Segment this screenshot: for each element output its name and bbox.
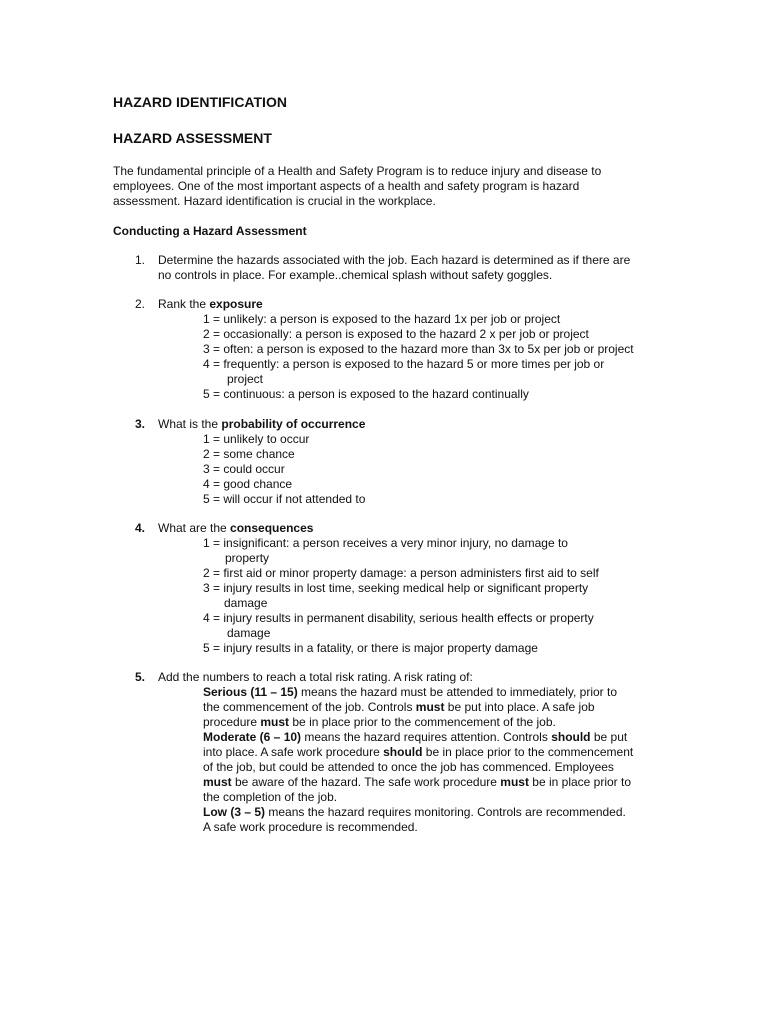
consequence-options bbox=[203, 536, 663, 656]
serious-text: be put into place. A safe job bbox=[444, 700, 595, 714]
item-4-number: 4. bbox=[135, 521, 146, 535]
item-2-heading bbox=[158, 297, 668, 312]
exposure-options bbox=[203, 312, 663, 402]
item-2-bold: exposure bbox=[209, 297, 263, 311]
low-line bbox=[203, 805, 663, 820]
serious-text: the commencement of the job. Controls bbox=[203, 700, 416, 714]
serious-line bbox=[203, 715, 663, 730]
serious-must: must bbox=[260, 715, 290, 729]
moderate-text: into place. A safe work procedure bbox=[203, 745, 384, 759]
moderate-line bbox=[203, 745, 663, 760]
moderate-text: be put bbox=[590, 730, 628, 744]
probability-option: 4 = good chance bbox=[203, 477, 293, 491]
intro-line: employees. One of the most important aspects of a health and safety program is hazard bbox=[113, 179, 580, 193]
item-3-bold: probability of occurrence bbox=[221, 417, 366, 431]
moderate-must: must bbox=[500, 775, 529, 789]
moderate-must: must bbox=[203, 775, 232, 789]
item-5-intro: Add the numbers to reach a total risk rating. A risk rating of: bbox=[158, 670, 473, 684]
moderate-text: be in place prior to bbox=[528, 775, 632, 789]
exposure-option: 3 = often: a person is exposed to the hazard more than 3x to 5x per job or project bbox=[203, 342, 634, 356]
probability-option: 1 = unlikely to occur bbox=[203, 432, 310, 446]
consequence-option: 4 = injury results in permanent disability, serious health effects or property bbox=[203, 611, 594, 625]
moderate-should: should bbox=[383, 745, 423, 759]
item-2-number: 2. bbox=[135, 297, 146, 311]
probability-option: 3 = could occur bbox=[203, 462, 285, 476]
moderate-label: Moderate (6 – 10) bbox=[203, 730, 302, 744]
consequence-option: 2 = first aid or minor property damage: a person administers first aid to self bbox=[203, 566, 599, 580]
item-4-bold: consequences bbox=[230, 521, 314, 535]
low-label: Low (3 – 5) bbox=[203, 805, 266, 819]
probability-options bbox=[203, 432, 663, 507]
serious-line bbox=[203, 685, 663, 700]
probability-option: 5 = will occur if not attended to bbox=[203, 492, 366, 506]
serious-text: procedure bbox=[203, 715, 261, 729]
serious-must: must bbox=[415, 700, 445, 714]
title-hazard-assessment: HAZARD ASSESSMENT bbox=[113, 130, 272, 146]
item-1-line: Determine the hazards associated with the job. Each hazard is determined as if there are bbox=[158, 253, 631, 267]
serious-text: be in place prior to the commencement of the job. bbox=[289, 715, 556, 729]
serious-label: Serious (11 – 15) bbox=[203, 685, 298, 699]
consequence-option: 3 = injury results in lost time, seeking medical help or significant property bbox=[203, 581, 589, 595]
consequence-option-continued: property bbox=[225, 551, 270, 565]
title-hazard-identification: HAZARD IDENTIFICATION bbox=[113, 94, 287, 110]
item-1-number: 1. bbox=[135, 253, 146, 267]
serious-line bbox=[203, 700, 663, 715]
item-3-number: 3. bbox=[135, 417, 146, 431]
moderate-text: be aware of the hazard. The safe work procedure bbox=[231, 775, 501, 789]
moderate-text: means the hazard requires attention. Controls bbox=[301, 730, 552, 744]
consequence-option: 1 = insignificant: a person receives a very minor injury, no damage to bbox=[203, 536, 568, 550]
risk-rating-details bbox=[203, 685, 663, 835]
moderate-line: the completion of the job. bbox=[203, 790, 338, 804]
item-3-prefix: What is the bbox=[158, 417, 222, 431]
exposure-option-continued: project bbox=[227, 372, 264, 386]
moderate-text: be in place prior to the commencement bbox=[422, 745, 634, 759]
exposure-option: 2 = occasionally: a person is exposed to the hazard 2 x per job or project bbox=[203, 327, 589, 341]
low-line: A safe work procedure is recommended. bbox=[203, 820, 418, 834]
probability-option: 2 = some chance bbox=[203, 447, 295, 461]
low-text: means the hazard requires monitoring. Controls are recommended. bbox=[265, 805, 626, 819]
moderate-should: should bbox=[551, 730, 591, 744]
moderate-line: of the job, but could be attended to once the job has commenced. Employees bbox=[203, 760, 614, 774]
item-2-prefix: Rank the bbox=[158, 297, 210, 311]
section-heading: Conducting a Hazard Assessment bbox=[113, 224, 307, 238]
item-4-heading bbox=[158, 521, 668, 536]
exposure-option: 4 = frequently: a person is exposed to the hazard 5 or more times per job or bbox=[203, 357, 605, 371]
consequence-option: 5 = injury results in a fatality, or there is major property damage bbox=[203, 641, 538, 655]
item-1-text bbox=[158, 253, 668, 283]
item-4-prefix: What are the bbox=[158, 521, 231, 535]
intro-line: assessment. Hazard identification is crucial in the workplace. bbox=[113, 194, 436, 208]
intro-line: The fundamental principle of a Health and Safety Program is to reduce injury and disease to bbox=[113, 164, 602, 178]
moderate-line bbox=[203, 775, 663, 790]
intro-paragraph bbox=[113, 164, 653, 209]
exposure-option: 5 = continuous: a person is exposed to the hazard continually bbox=[203, 387, 529, 401]
item-1-line: no controls in place. For example..chemical splash without safety goggles. bbox=[158, 268, 553, 282]
exposure-option: 1 = unlikely: a person is exposed to the hazard 1x per job or project bbox=[203, 312, 561, 326]
item-5-number: 5. bbox=[135, 670, 146, 684]
serious-text: means the hazard must be attended to immediately, prior to bbox=[297, 685, 617, 699]
item-3-heading bbox=[158, 417, 668, 432]
consequence-option-continued: damage bbox=[224, 596, 268, 610]
consequence-option-continued: damage bbox=[227, 626, 271, 640]
moderate-line bbox=[203, 730, 663, 745]
